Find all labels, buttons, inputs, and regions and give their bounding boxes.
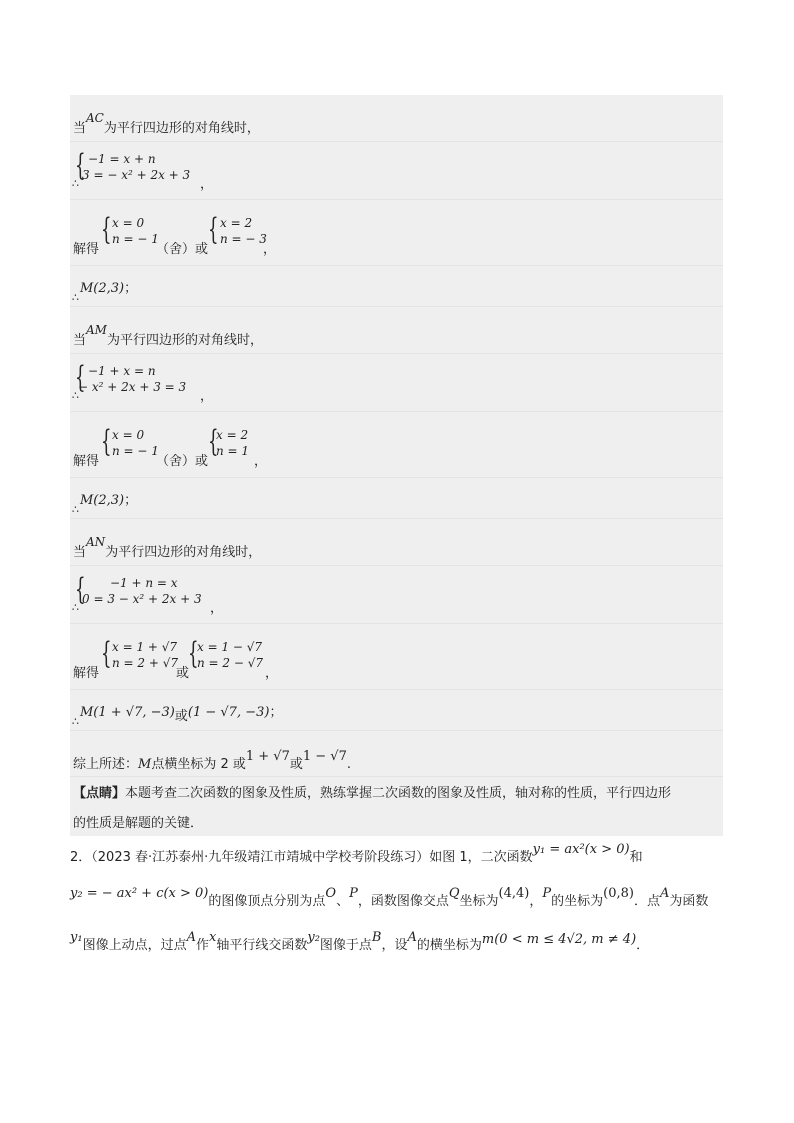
brace-icon: { xyxy=(208,212,219,247)
problem-line3: y₁图像上动点，过点A作x轴平行线交函数y₂图像于点B，设A的横坐标为m(0 < m ≤ 4√2, m ≠ 4)． xyxy=(70,930,650,953)
problem-line2: y₂ = − ax² + c(x > 0)的图像顶点分别为点O、P，函数图像交点Q坐标为(4,4)，P的坐标为(0,8)．点A为函数 xyxy=(70,886,709,909)
case3-result: M(1 + √7, −3)或(1 − √7, −3)； xyxy=(80,705,283,724)
brace-icon: { xyxy=(101,212,112,247)
case1-result: M(2,3)； xyxy=(80,281,138,296)
case1-heading: 当AC为平行四边形的对角线时， xyxy=(73,111,260,136)
brace-icon: { xyxy=(101,636,112,671)
therefore-icon: ∴ xyxy=(72,177,79,190)
case1-eq1: −1 = x + n xyxy=(88,152,156,166)
case3-sol-prefix: 解得 xyxy=(73,666,100,681)
comment: 【点睛】本题考查二次函数的图象及性质，熟练掌握二次函数的图象及性质，轴对称的性质，平行四边形 xyxy=(73,786,672,801)
comment-line2: 的性质是解题的关键． xyxy=(73,816,204,831)
comment-tag: 【点睛】 xyxy=(73,786,126,801)
case3-heading: 当AN为平行四边形的对角线时， xyxy=(73,535,262,560)
case2-sol-prefix: 解得 xyxy=(73,454,100,469)
case2-eq1: −1 + x = n xyxy=(88,364,156,378)
case1-eq2: 3 = − x² + 2x + 3 xyxy=(82,168,191,182)
brace-icon: { xyxy=(75,148,86,183)
case2-eq2: − x² + 2x + 3 = 3 xyxy=(78,380,187,394)
problem-line1: 2．（2023 春·江苏泰州·九年级靖江市靖城中学校考阶段练习）如图 1，二次函数y₁ = ax²(x > 0)和 xyxy=(70,842,643,865)
brace-icon: { xyxy=(208,424,219,459)
brace-icon: { xyxy=(188,636,199,671)
case1-sol-prefix: 解得 xyxy=(73,242,100,257)
brace-icon: { xyxy=(101,424,112,459)
brace-icon: { xyxy=(75,360,86,395)
summary: 综上所述：M点横坐标为 2 或1 + √7或1 − √7. xyxy=(73,749,351,772)
brace-icon: { xyxy=(75,572,86,607)
case2-result: M(2,3)； xyxy=(80,493,138,508)
case3-eq1: −1 + n = x xyxy=(110,576,178,590)
case2-heading: 当AM为平行四边形的对角线时， xyxy=(73,323,263,348)
case3-eq2: 0 = 3 − x² + 2x + 3 xyxy=(82,592,202,606)
solution-block: 当AC为平行四边形的对角线时， { −1 = x + n 3 = − x² + 2x + 3 ∴ ， 解得 { x = 0 n = − 1 （舍）或 { x = 2 n = − 3 ， ∴ M(2,3)； 当AM为平行四边形的对角线时， { −1 + x = n − x² + 2x + 3 = 3 ∴ ， 解得 { x = 0 n = − 1 （舍）或 { x = 2 n = 1 ， ∴ M(2,3)； 当AN为平行四边形的对角线时， { −1 + n = x 0 = 3 − x² + 2x + 3 ∴ ， 解得 { x = 1 + √7 n = 2 + √7 或 { x = 1 − √7 n = 2 − √7 ， ∴ M(1 + √7, −3)或(1 − √7, −3)； 综上所述：M点横坐标为 2 或1 + √7或1 − √7. 【点睛】本题考查二次函数的图象及性质，熟练掌握二次函数的图象及性质，轴对称的性质，平行四边形 的性质是解题的关键． xyxy=(70,95,723,836)
